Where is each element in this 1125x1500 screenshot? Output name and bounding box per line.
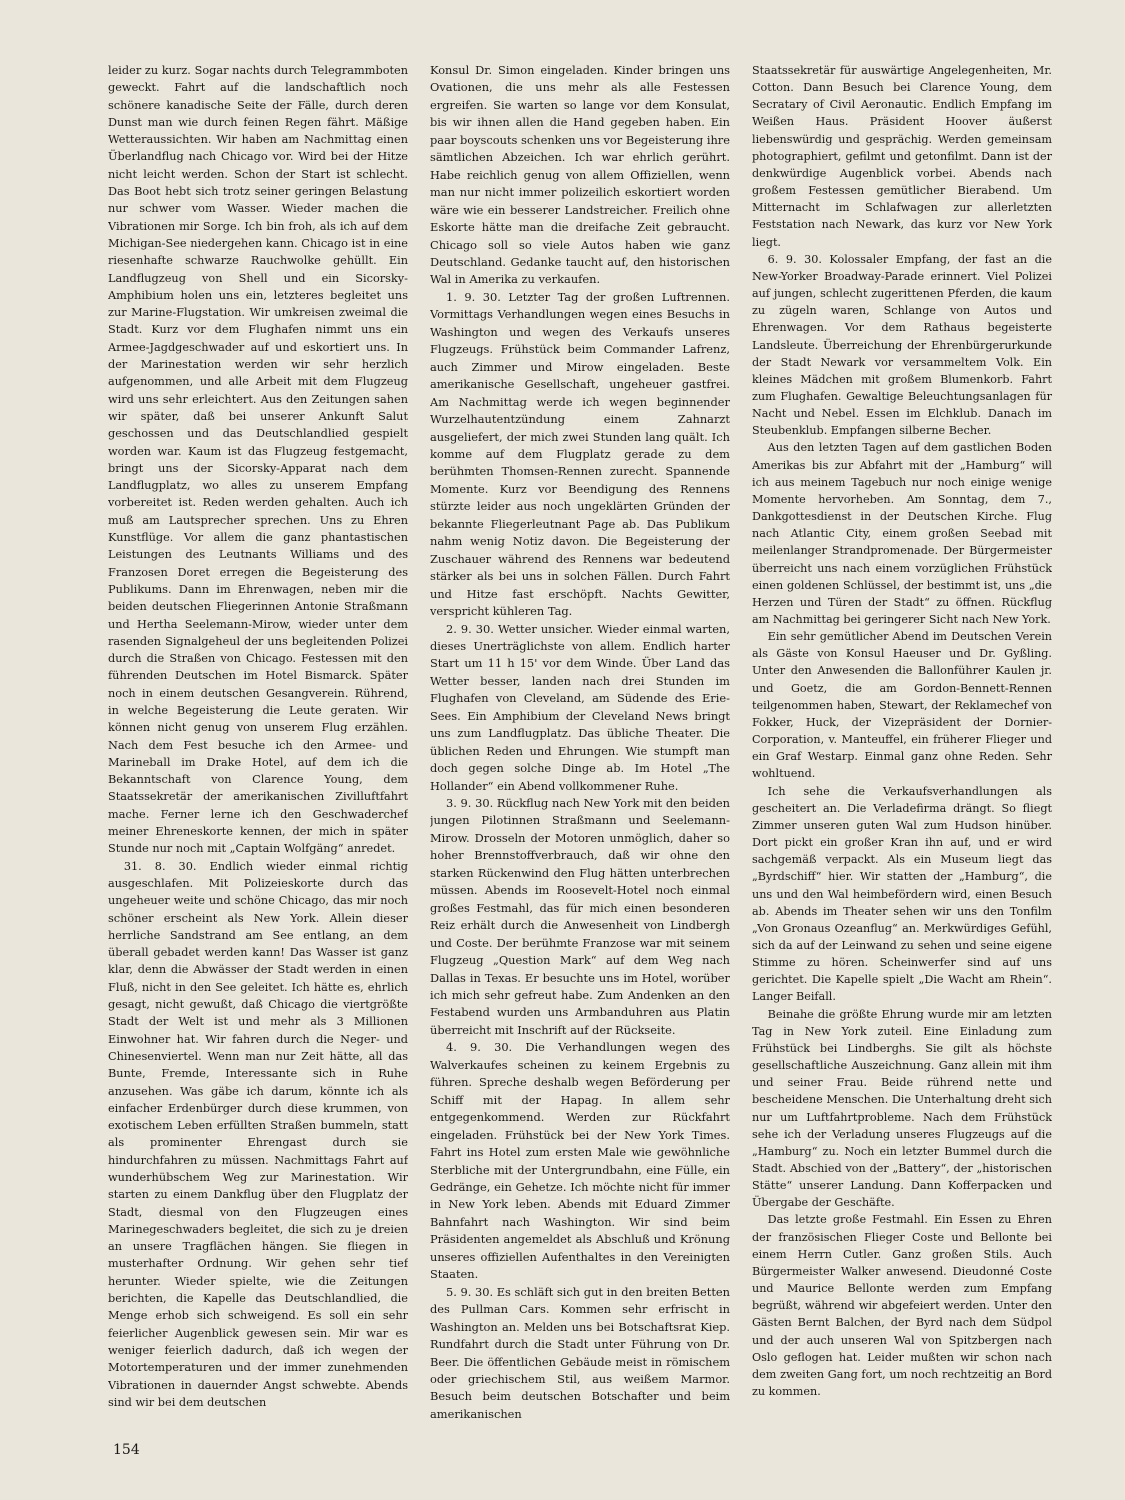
text-column-left (108, 62, 408, 1438)
paragraph: Aus den letzten Tagen auf dem gastlichen Boden Amerikas bis zur Abfahrt mit der „Hamburg“ will ich aus meinem Tagebuch nur noch einige wenige Momente hervorheben. Am Sonntag, dem 7., Dankgottesdienst in der Deutschen Kirche. Flug nach Atlantic City, einem großen Seebad mit meilenlanger Strandpromenade. Der Bürgermeister überreicht uns nach einem vorzüglichen Frühstück einen goldenen Schlüssel, der bestimmt ist, uns „die Herzen und Türen der Stadt“ zu öffnen. Rückflug am Nachmittag bei geringerer Sicht nach New York. (752, 441, 1052, 626)
text-column-middle (430, 62, 730, 1438)
paragraph: Ein sehr gemütlicher Abend im Deutschen Verein als Gäste von Konsul Haeuser und Dr. Gyßling. Unter den Anwesenden die Ballonführer Kaulen jr. und Goetz, die am Gordon-Bennett-Rennen teilgenommen haben, Stewart, der Reklamechef von Fokker, Huck, der Vizepräsident der Dornier-Corporation, v. Manteuffel, ein früherer Flieger und ein Graf Westarp. Einmal ganz ohne Reden. Sehr wohltuend. (752, 630, 1052, 781)
paragraph: 31. 8. 30. Endlich wieder einmal richtig ausgeschlafen. Mit Polizeieskorte durch das ungeheuer weite und schöne Chicago, das mir noch schöner erscheint als New York. Allein dieser herrliche Sandstrand am See entlang, an dem überall gebadet werden kann! Das Wasser ist ganz klar, denn die Abwässer der Stadt werden in einen Fluß, nicht in den See geleitet. Ich hätte es, ehrlich gesagt, nicht gewußt, daß Chicago die viertgrößte Stadt der Welt ist und mehr als 3 Millionen Einwohner hat. Wir fahren durch die Neger- und Chinesenviertel. Wenn man nur Zeit hätte, all das Bunte, Fremde, Interessante sich in Ruhe anzusehen. Was gäbe ich darum, könnte ich als einfacher Erdenbürger durch diese krummen, von exotischem Leben erfüllten Straßen bummeln, statt als prominenter Ehrengast durch sie hindurchfahren zu müssen. Nachmittags Fahrt auf wunderhübschem Weg zur Marinestation. Wir starten zu einem Dankflug über den Flugplatz der Stadt, diesmal von den Flugzeugen eines Marinegeschwaders begleitet, die sich zu je dreien an unsere Tragflächen hängen. Sie fliegen in musterhafter Ordnung. Wir gehen sehr tief herunter. Wieder spielte, wie die Zeitungen berichten, die Kapelle das Deutschlandlied, die Menge erhob sich schweigend. Es soll ein sehr feierlicher Augenblick gewesen sein. Mir war es weniger feierlich dadurch, daß ich wegen der Motortemperaturen und der immer zunehmenden Vibrationen in dauernder Angst schwebte. Abends sind wir bei dem deutschen (108, 859, 408, 1409)
paragraph: 1. 9. 30. Letzter Tag der großen Luftrennen. Vormittags Verhandlungen wegen eines Besuchs in Washington und wegen des Verkaufs unseres Flugzeugs. Frühstück beim Commander Lafrenz, auch Zimmer und Mirow eingeladen. Beste amerikanische Gesellschaft, ungeheuer gastfrei. Am Nachmittag werde ich wegen beginnender Wurzelhautentzündung einem Zahnarzt ausgeliefert, der mich zwei Stunden lang quält. Ich komme auf dem Flugplatz gerade zu dem berühmten Thomsen-Rennen zurecht. Spannende Momente. Kurz vor Beendigung des Rennens stürzte leider aus noch ungeklärten Gründen der bekannte Fliegerleutnant Page ab. Das Publikum nahm wenig Notiz davon. Die Begeisterung der Zuschauer während des Rennens war bedeutend stärker als bei uns in solchen Fällen. Durch Fahrt und Hitze fast erschöpft. Nachts Gewitter, verspricht kühleren Tag. (430, 289, 730, 619)
paragraph: leider zu kurz. Sogar nachts durch Telegrammboten geweckt. Fahrt auf die landschaftlich noch schönere kanadische Seite der Fälle, durch deren Dunst man wie durch feinen Regen fährt. Mäßige Wetteraussichten. Wir haben am Nachmittag einen Überlandflug nach Chicago vor. Wird bei der Hitze nicht leicht werden. Schon der Start ist schlecht. Das Boot hebt sich trotz seiner geringen Belastung nur schwer vom Wasser. Wieder machen die Vibrationen mir Sorge. Ich bin froh, als ich auf dem Michigan-See niedergehen kann. Chicago ist in eine riesenhafte schwarze Rauchwolke gehüllt. Ein Landflugzeug von Shell und ein Sicorsky-Amphibium holen uns ein, letzteres begleitet uns zur Marine-Flugstation. Wir umkreisen zweimal die Stadt. Kurz vor dem Flughafen nimmt uns ein Armee-Jagdgeschwader auf und eskortiert uns. In der Marinestation werden wir sehr herzlich aufgenommen, und alle Arbeit mit dem Flugzeug wird uns sehr erleichtert. Aus den Zeitungen sahen wir später, daß bei unserer Ankunft Salut geschossen und das Deutschlandlied gespielt worden war. Kaum ist das Flugzeug festgemacht, bringt uns der Sicorsky-Apparat nach dem Landflugplatz, wo alles zu unserem Empfang vorbereitet ist. Reden werden gehalten. Auch ich muß am Lautsprecher sprechen. Uns zu Ehren Kunstflüge. Vor allem die ganz phantastischen Leistungen des Leutnants Williams und des Franzosen Doret erregen die Begeisterung des Publikums. Dann im Ehrenwagen, neben mir die beiden deutschen Fliegerinnen Antonie Straßmann und Hertha Seelemann-Mirow, wieder unter dem rasenden Signalgeheul der uns begleitenden Polizei durch die Straßen von Chicago. Festessen mit den führenden Deutschen im Hotel Bismarck. Später noch in einem deutschen Gesangverein. Rührend, in welche Begeisterung die Leute geraten. Wir können nicht genug von unserem Flug erzählen. Nach dem Fest besuche ich den Armee- und Marineball im Drake Hotel, auf dem ich die Bekanntschaft von Clarence Young, dem Staatssekretär der amerikanischen Zivilluftfahrt mache. Ferner lerne ich den Geschwaderchef meiner Ehreneskorte kennen, der mich in später Stunde nur noch mit „Captain Wolfgäng“ anredet. (108, 64, 408, 856)
paragraph: Ich sehe die Verkaufsverhandlungen als gescheitert an. Die Verladefirma drängt. So fliegt Zimmer unseren guten Wal zum Hudson hinüber. Dort pickt ein großer Kran ihn auf, und er wird sachgemäß verpackt. Als ein Museum liegt das „Byrdschiff“ hier. Wir statten der „Hamburg“, die uns und den Wal heimbefördern wird, einen Besuch ab. Abends im Theater sehen wir uns den Tonfilm „Von Gronaus Ozeanflug“ an. Merkwürdiges Gefühl, sich da auf der Leinwand zu sehen und seine eigene Stimme zu hören. Scheinwerfer sind auf uns gerichtet. Die Kapelle spielt „Die Wacht am Rhein“. Langer Beifall. (752, 784, 1052, 1004)
paragraph: Das letzte große Festmahl. Ein Essen zu Ehren der französischen Flieger Coste und Bellonte bei einem Herrn Cutler. Ganz großen Stils. Auch Bürgermeister Walker anwesend. Dieudonné Coste und Maurice Bellonte werden zum Empfang begrüßt, während wir abgefeiert werden. Unter den Gästen Bernt Balchen, der Byrd nach dem Südpol und der auch unseren Wal von Spitzbergen nach Oslo geflogen hat. Leider mußten wir schon nach dem zweiten Gang fort, um noch rechtzeitig an Bord zu kommen. (752, 1213, 1052, 1399)
text-column-right (752, 62, 1052, 1438)
paragraph: 3. 9. 30. Rückflug nach New York mit den beiden jungen Pilotinnen Straßmann und Seelemann-Mirow. Drosseln der Motoren unmöglich, daher so hoher Brennstoffverbrauch, daß wir ohne den starken Rückenwind den Flug hätten unterbrechen müssen. Abends im Roosevelt-Hotel noch einmal großes Festmahl, das für mich einen besonderen Reiz erhält durch die Anwesenheit von Lindbergh und Coste. Der berühmte Franzose war mit seinem Flugzeug „Question Mark“ auf dem Weg nach Dallas in Texas. Er besuchte uns im Hotel, worüber ich mich sehr gefreut habe. Zum Andenken an den Festabend wurden uns Armbanduhren aus Platin überreicht mit Inschrift auf der Rückseite. (430, 796, 730, 1037)
paragraph: Staatssekretär für auswärtige Angelegenheiten, Mr. Cotton. Dann Besuch bei Clarence Young, dem Secratary of Civil Aeronautic. Endlich Empfang im Weißen Haus. Präsident Hoover äußerst liebenswürdig und gesprächig. Werden gemeinsam photographiert, gefilmt und getonfilmt. Dann ist der denkwürdige Augenblick vorbei. Abends nach großem Festessen gemütlicher Bierabend. Um Mitternacht im Schlafwagen zur allerletzten Feststation nach Newark, das kurz vor New York liegt. (752, 64, 1052, 249)
paragraph: 4. 9. 30. Die Verhandlungen wegen des Walverkaufes scheinen zu keinem Ergebnis zu führen. Spreche deshalb wegen Beförderung per Schiff mit der Hapag. In allem sehr entgegenkommend. Werden zur Rückfahrt eingeladen. Frühstück bei der New York Times. Fahrt ins Hotel zum ersten Male wie gewöhnliche Sterbliche mit der Untergrundbahn, eine Fülle, ein Gedränge, ein Gehetze. Ich möchte nicht für immer in New York leben. Abends mit Eduard Zimmer Bahnfahrt nach Washington. Wir sind beim Präsidenten angemeldet als Abschluß und Krönung unseres offiziellen Aufenthaltes in den Vereinigten Staaten. (430, 1040, 730, 1282)
paragraph: Beinahe die größte Ehrung wurde mir am letzten Tag in New York zuteil. Eine Einladung zum Frühstück bei Lindberghs. Sie gilt als höchste gesellschaftliche Auszeichnung. Ganz allein mit ihm und seiner Frau. Beide rührend nette und bescheidene Menschen. Die Unterhaltung dreht sich nur um Luftfahrtprobleme. Nach dem Frühstück sehe ich der Verladung unseres Flugzeugs auf die „Hamburg“ zu. Noch ein letzter Bummel durch die Stadt. Abschied von der „Battery“, der „historischen Stätte“ unserer Landung. Dann Kofferpacken und Übergabe der Geschäfte. (752, 1007, 1052, 1210)
text-columns (108, 62, 1052, 1438)
page-number: 154 (113, 1442, 140, 1458)
paragraph: 5. 9. 30. Es schläft sich gut in den breiten Betten des Pullman Cars. Kommen sehr erfrischt in Washington an. Melden uns bei Botschaftsrat Kiep. Rundfahrt durch die Stadt unter Führung von Dr. Beer. Die öffentlichen Gebäude meist in römischem oder griechischem Stil, aus weißem Marmor. Besuch beim deutschen Botschafter und beim amerikanischen (430, 1284, 730, 1421)
paragraph: 2. 9. 30. Wetter unsicher. Wieder einmal warten, dieses Unerträglichste von allem. Endlich harter Start um 11 h 15' vor dem Winde. Über Land das Wetter besser, landen nach drei Stunden im Flughafen von Cleveland, am Südende des Erie-Sees. Ein Amphibium der Cleveland News bringt uns zum Landflugplatz. Das übliche Theater. Die üblichen Reden und Ehrungen. Wie stumpft man doch gegen solche Dinge ab. Im Hotel „The Hollander“ ein Abend vollkommener Ruhe. (430, 621, 730, 793)
paragraph: Konsul Dr. Simon eingeladen. Kinder bringen uns Ovationen, die uns mehr als alle Festessen ergreifen. Sie warten so lange vor dem Konsulat, bis wir ihnen allen die Hand gegeben haben. Ein paar boyscouts schenken uns vor Begeisterung ihre sämtlichen Abzeichen. Ich war ehrlich gerührt. Habe reichlich genug von allem Offiziellen, wenn man nur nicht immer polizeilich eskortiert worden wäre wie ein besserer Landstreicher. Freilich ohne Eskorte hätte man die dreifache Zeit gebraucht. Chicago soll so viele Autos haben wie ganz Deutschland. Gedanke taucht auf, den historischen Wal in Amerika zu verkaufen. (430, 63, 730, 287)
paragraph: 6. 9. 30. Kolossaler Empfang, der fast an die New-Yorker Broadway-Parade erinnert. Viel Polizei auf jungen, schlecht zugerittenen Pferden, die kaum zu zügeln waren, Schlange von Autos und Ehrenwagen. Vor dem Rathaus begeisterte Landsleute. Überreichung der Ehrenbürgerurkunde der Stadt Newark vor versammeltem Volk. Ein kleines Mädchen mit großem Blumenkorb. Fahrt zum Flughafen. Gewaltige Beleuchtungsanlagen für Nacht und Nebel. Essen im Elchklub. Danach im Steubenklub. Empfangen silberne Becher. (752, 252, 1052, 438)
